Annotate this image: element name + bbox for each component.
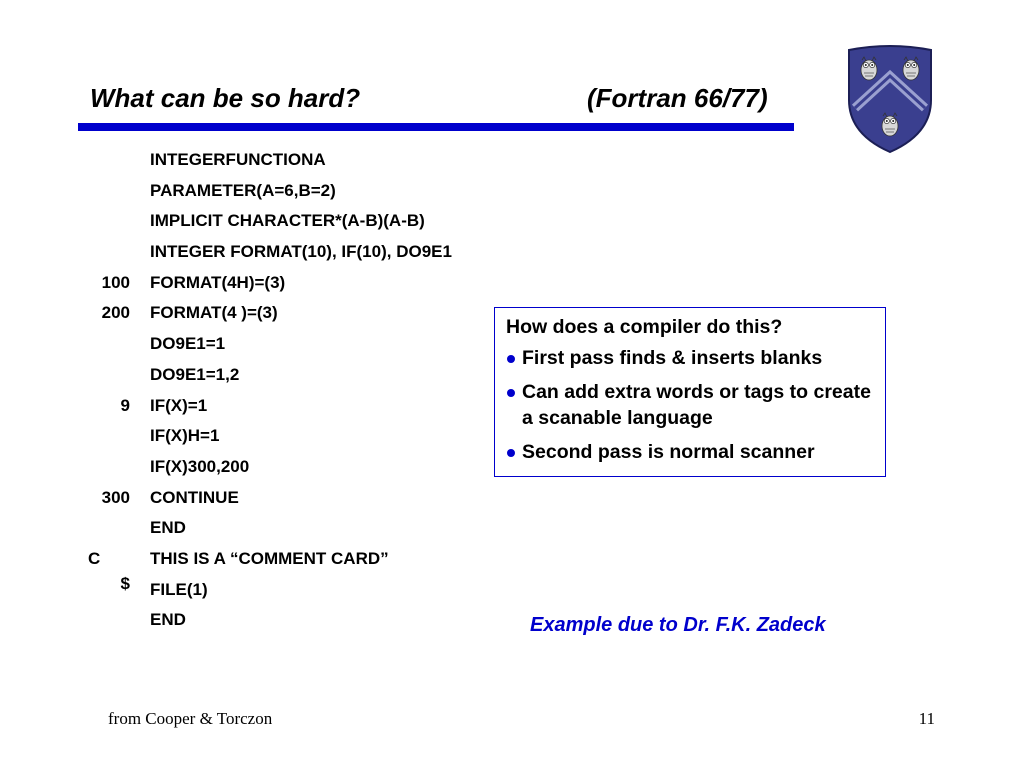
code-line bbox=[80, 483, 540, 514]
bullet-text: Second pass is normal scanner bbox=[522, 441, 815, 463]
statement-label: 300 bbox=[101, 487, 130, 507]
code-line bbox=[80, 268, 540, 299]
statement-text: DO9E1=1 bbox=[150, 334, 226, 354]
fortran-code-listing bbox=[80, 145, 540, 636]
statement-text: FORMAT(4 )=(3) bbox=[150, 303, 278, 323]
bullet-dot-icon bbox=[507, 449, 515, 457]
statement-label: 9 bbox=[120, 395, 130, 415]
code-line bbox=[80, 421, 540, 452]
credit-note: Example due to Dr. F.K. Zadeck bbox=[530, 614, 826, 636]
code-line bbox=[80, 513, 540, 544]
code-line bbox=[80, 298, 540, 329]
bullet-item bbox=[506, 439, 885, 465]
statement-label: $ bbox=[120, 573, 130, 593]
code-line bbox=[80, 360, 540, 391]
statement-label: 100 bbox=[101, 272, 130, 292]
title-right: (Fortran 66/77) bbox=[587, 83, 768, 113]
statement-text: DO9E1=1,2 bbox=[150, 364, 240, 384]
statement-label: 200 bbox=[101, 303, 130, 323]
code-line bbox=[80, 237, 540, 268]
statement-text: IF(X)=1 bbox=[150, 395, 208, 415]
code-line bbox=[80, 452, 540, 483]
page-number: 11 bbox=[918, 709, 935, 728]
compiler-question-box bbox=[494, 307, 886, 477]
statement-text: CONTINUE bbox=[150, 487, 239, 507]
code-line bbox=[80, 206, 540, 237]
bullet-text: Can add extra words or tags to create a scanable language bbox=[522, 381, 871, 429]
code-line bbox=[80, 329, 540, 360]
statement-text: INTEGER FORMAT(10), IF(10), DO9E1 bbox=[150, 242, 452, 262]
code-line bbox=[80, 145, 540, 176]
code-line bbox=[80, 544, 540, 575]
statement-text: IMPLICIT CHARACTER*(A-B)(A-B) bbox=[150, 211, 425, 231]
code-line bbox=[80, 176, 540, 207]
title-rule bbox=[78, 123, 794, 131]
box-heading: How does a compiler do this? bbox=[506, 316, 783, 338]
statement-text: END bbox=[150, 610, 186, 630]
slide-title bbox=[90, 83, 800, 119]
bullet-dot-icon bbox=[507, 355, 515, 363]
statement-text: FORMAT(4H)=(3) bbox=[150, 272, 286, 292]
statement-text: IF(X)300,200 bbox=[150, 456, 250, 476]
code-line bbox=[80, 605, 540, 636]
statement-text: IF(X)H=1 bbox=[150, 426, 220, 446]
bullet-item bbox=[506, 345, 885, 371]
statement-text: THIS IS A “COMMENT CARD” bbox=[150, 548, 389, 568]
bullet-dot-icon bbox=[507, 389, 515, 397]
statement-text: PARAMETER(A=6,B=2) bbox=[150, 180, 336, 200]
statement-text: INTEGERFUNCTIONA bbox=[150, 150, 326, 169]
statement-text: FILE(1) bbox=[150, 579, 208, 599]
bullet-item bbox=[506, 379, 885, 431]
owl-shield-icon bbox=[845, 42, 935, 154]
statement-label: C bbox=[88, 548, 101, 568]
bullet-text: First pass finds & inserts blanks bbox=[522, 347, 823, 369]
code-line bbox=[80, 391, 540, 422]
footer-source: from Cooper & Torczon bbox=[108, 709, 273, 728]
code-line bbox=[80, 575, 540, 606]
title-left: What can be so hard? bbox=[90, 83, 361, 113]
statement-text: END bbox=[150, 518, 186, 538]
